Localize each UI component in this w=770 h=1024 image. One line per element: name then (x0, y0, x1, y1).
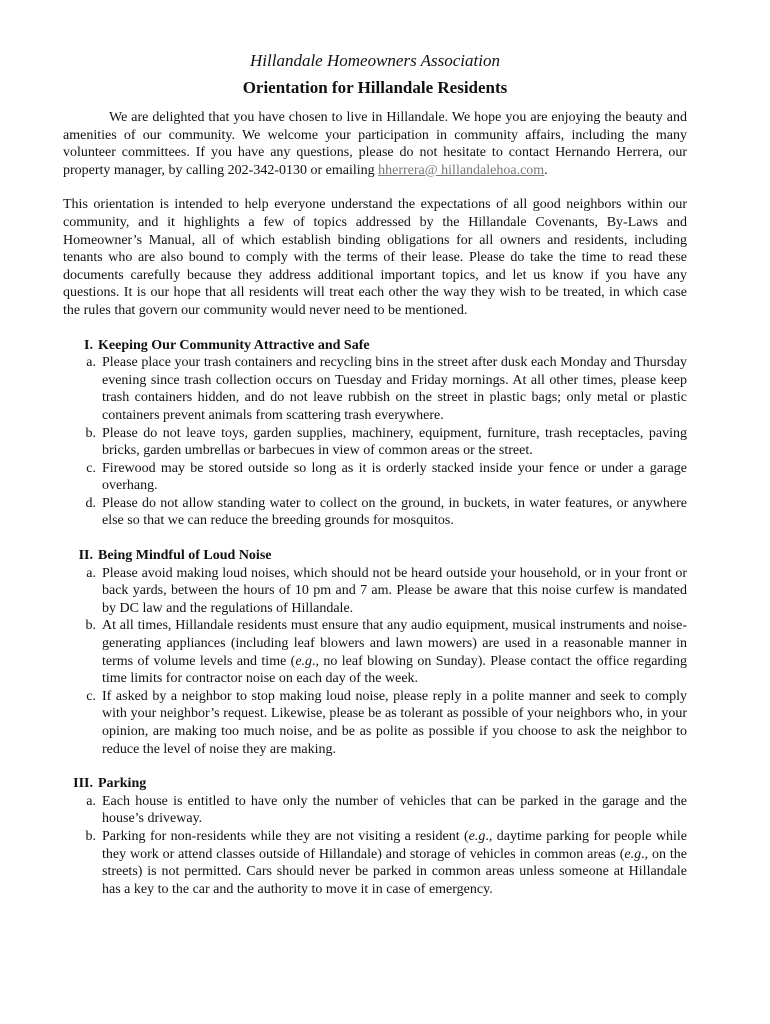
section-3 (63, 775, 687, 898)
section-title: Parking (98, 776, 147, 792)
item-letter: a. (86, 793, 96, 809)
list-item (63, 565, 687, 618)
section-numeral: I. (84, 337, 93, 353)
intro-paragraph (63, 109, 687, 179)
section-title: Being Mindful of Loud Noise (98, 548, 272, 564)
list-item (63, 425, 687, 460)
list-item (63, 793, 687, 828)
item-text (102, 828, 687, 898)
item-letter: b. (85, 425, 96, 441)
item-letter: d. (85, 495, 96, 511)
item-letter: c. (86, 688, 96, 704)
email-link[interactable]: hherrera@ hillandalehoa.com (378, 162, 545, 178)
item-text: Each house is entitled to have only the number of vehicles that can be parked in the garage and the house’s driveway. (102, 793, 687, 827)
item-letter: b. (85, 828, 96, 844)
list-item (63, 688, 687, 758)
item-text-part: ., on the streets) is not permitted. Cars should never be parked in common areas unless someone at Hillandale has a key to the car and the authority to move it in case of emergency. (102, 846, 687, 897)
item-text (102, 617, 687, 687)
item-text-part: Parking for non-residents while they are not visiting a resident ( (102, 828, 469, 844)
item-text-part: ., no leaf blowing on Sunday). Please contact the office regarding time limits for contractor noise on each day of the week. (102, 653, 687, 687)
intro-end: . (544, 162, 548, 178)
item-text-emphasis: e.g (468, 828, 486, 844)
item-list (63, 793, 687, 899)
item-letter: b. (85, 618, 96, 634)
item-text-emphasis: e.g (295, 653, 313, 669)
item-text: Please do not allow standing water to collect on the ground, in buckets, in water features, or anywhere else so that we can reduce the breeding grounds for mosquitos. (102, 495, 687, 529)
section-1 (63, 337, 687, 531)
list-item (63, 617, 687, 687)
section-2 (63, 547, 687, 758)
page-title: Orientation for Hillandale Residents (242, 78, 508, 97)
item-text: Please place your trash containers and recycling bins in the street after dusk each Monday and Thursday evening since trash collection occurs on Tuesday and Friday mornings. At all other times, please keep trash containers hidden, and do not leave rubbish on the street in plastic bags; only metal or plastic containers prevent animals from scattering trash everywhere. (102, 355, 687, 423)
item-letter: a. (86, 565, 96, 581)
item-text: If asked by a neighbor to stop making loud noise, please reply in a polite manner and seek to comply with your neighbor’s request. Likewise, please be as tolerant as possible of your neighbors who, in your opinion, are making too much noise, and be as polite as possible if you choose to ask the neighbor to reduce the level of noise they are making. (102, 688, 687, 757)
orientation-paragraph: This orientation is intended to help everyone understand the expectations of all good neighbors within our community, and it highlights a few of topics addressed by the Hillandale Covenants, By-Laws and Homeowner’s Manual, all of which establish binding obligations for all owners and residents, including tenants who are also bound to comply with the terms of their lease. Please do take the time to read these documents carefully because they address additional important topics, and let us know if you have any questions. It is our hope that all residents will treat each other the way they wish to be treated, in which case the rules that govern our community would never need to be mentioned. (63, 197, 687, 318)
section-heading (63, 775, 687, 793)
section-numeral: III. (73, 776, 93, 792)
item-text-part: ., daytime parking for people while they work or attend classes outside of Hillandale) and storage of vehicles in common areas ( (102, 828, 687, 862)
section-heading (63, 547, 687, 565)
list-item (63, 460, 687, 495)
document-page (63, 50, 687, 898)
section-heading (63, 337, 687, 355)
item-text: Please avoid making loud noises, which should not be heard outside your household, or in your front or back yards, between the hours of 10 pm and 7 am. Please be aware that this noise curfew is mandated by DC law and the regulations of Hillandale. (102, 565, 687, 616)
section-title: Keeping Our Community Attractive and Safe (98, 337, 370, 353)
item-text: Firewood may be stored outside so long as it is orderly stacked inside your fence or under a garage overhang. (102, 460, 687, 494)
item-text-part: At all times, Hillandale residents must ensure that any audio equipment, musical instruments and noise-generating appliances (including leaf blowers and lawn mowers) are used in a reasonable manner in terms of volume levels and time ( (102, 618, 687, 669)
item-text-emphasis: e.g (624, 846, 642, 862)
item-list (63, 354, 687, 530)
list-item (63, 495, 687, 530)
list-item (63, 354, 687, 424)
item-letter: c. (86, 460, 96, 476)
item-letter: a. (86, 355, 96, 371)
section-numeral: II. (78, 548, 93, 564)
intro-text: We are delighted that you have chosen to live in Hillandale. We hope you are enjoying the beauty and amenities of our community. We welcome your participation in community affairs, including the many volunteer committees. If you have any questions, please do not hesitate to contact Hernando Herrera, our property manager, by calling 202-342-0130 or emailing (63, 110, 687, 178)
list-item (63, 828, 687, 898)
org-title: Hillandale Homeowners Association (250, 51, 500, 70)
item-text: Please do not leave toys, garden supplies, machinery, equipment, furniture, trash receptacles, paving bricks, garden umbrellas or barbecues in view of common areas or the street. (102, 425, 687, 459)
item-list (63, 565, 687, 759)
